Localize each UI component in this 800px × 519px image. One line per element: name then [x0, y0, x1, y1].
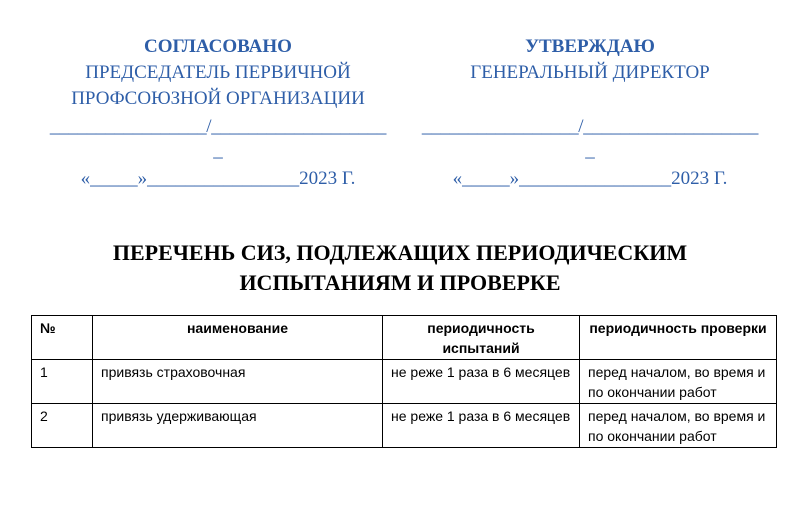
header-check-frequency: периодичность проверки	[580, 316, 777, 360]
cell-check-frequency: перед началом, во время и по окончании работ	[580, 404, 777, 448]
cell-number: 1	[32, 360, 93, 404]
table-header-row	[32, 316, 777, 360]
approval-block-agreed	[38, 34, 398, 192]
ppe-table	[31, 315, 777, 448]
approval-position: ГЕНЕРАЛЬНЫЙ ДИРЕКТОР	[470, 62, 710, 83]
table-row	[32, 404, 777, 448]
cell-name: привязь страховочная	[93, 360, 383, 404]
header-number: №	[32, 316, 93, 360]
date-line: «_____»________________2023 Г.	[80, 168, 356, 189]
approval-heading: СОГЛАСОВАНО	[144, 36, 292, 57]
cell-check-frequency: перед началом, во время и по окончании работ	[580, 360, 777, 404]
approval-position: ПРОФСОЮЗНОЙ ОРГАНИЗАЦИИ	[71, 88, 365, 109]
header-name: наименование	[93, 316, 383, 360]
cell-test-frequency: не реже 1 раза в 6 месяцев	[383, 404, 580, 448]
signature-line-tail: _	[585, 140, 595, 161]
document-title	[0, 238, 800, 298]
approval-block-approved	[410, 34, 770, 192]
document-title-line: ПЕРЕЧЕНЬ СИЗ, ПОДЛЕЖАЩИХ ПЕРИОДИЧЕСКИМ	[112, 240, 688, 265]
date-line: «_____»________________2023 Г.	[452, 168, 728, 189]
table-row	[32, 360, 777, 404]
cell-test-frequency: не реже 1 раза в 6 месяцев	[383, 360, 580, 404]
cell-name: привязь удерживающая	[93, 404, 383, 448]
signature-line-tail: _	[213, 140, 223, 161]
approval-position: ПРЕДСЕДАТЕЛЬ ПЕРВИЧНОЙ	[85, 62, 351, 83]
cell-number: 2	[32, 404, 93, 448]
approval-heading: УТВЕРЖДАЮ	[525, 36, 655, 57]
document-title-line: ИСПЫТАНИЯМ И ПРОВЕРКЕ	[239, 270, 561, 295]
signature-line: _________________/___________________	[49, 116, 387, 137]
header-test-frequency: периодичность испытаний	[383, 316, 580, 360]
signature-line: _________________/___________________	[421, 116, 759, 137]
